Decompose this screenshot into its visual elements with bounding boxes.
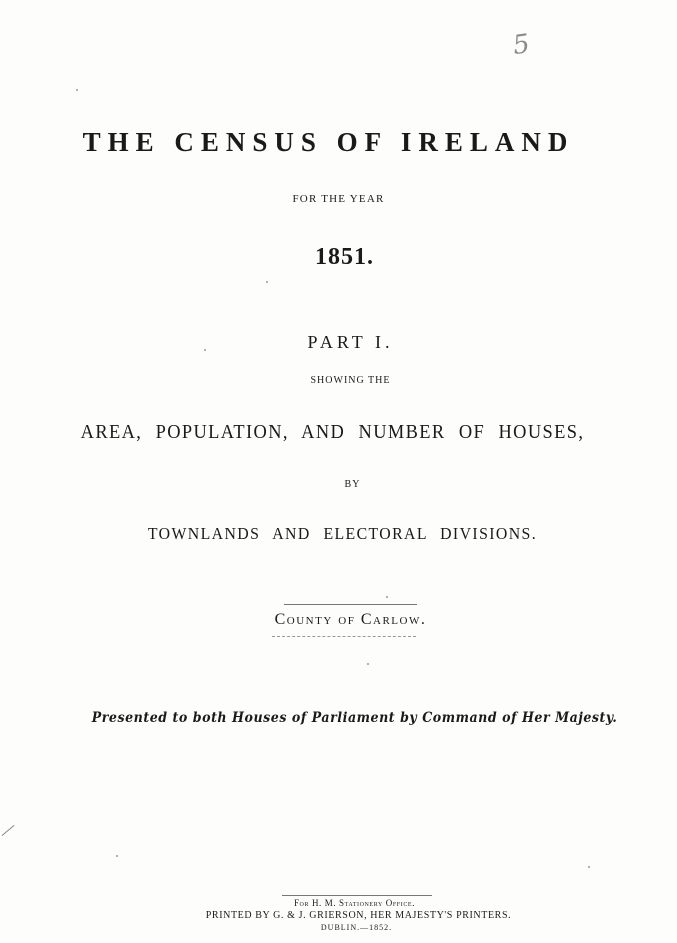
presented-statement: Presented to both Houses of Parliament by Command of Her Majesty.	[91, 710, 618, 726]
paper-speck	[204, 349, 206, 351]
pencil-mark	[2, 825, 15, 836]
divisions-heading: TOWNLANDS AND ELECTORAL DIVISIONS.	[147, 524, 538, 543]
county-rule-top	[284, 604, 417, 605]
subject-heading: AREA, POPULATION, AND NUMBER OF HOUSES,	[80, 421, 585, 443]
county-name: County of Carlow.	[274, 611, 427, 628]
paper-speck	[266, 281, 268, 283]
paper-speck	[116, 855, 118, 857]
by-text: BY	[344, 479, 361, 490]
paper-speck	[588, 866, 590, 868]
document-title: THE CENSUS OF IRELAND	[82, 127, 575, 157]
imprint-printer: PRINTED BY G. & J. GRIERSON, HER MAJESTY'S PRINTERS.	[205, 910, 512, 921]
folio-number: 5	[510, 28, 532, 62]
part-heading: PART I.	[307, 332, 394, 352]
imprint-office: For H. M. Stationery Office.	[293, 898, 416, 908]
census-year: 1851.	[315, 244, 374, 270]
county-rule-bottom	[272, 636, 416, 637]
paper-speck	[386, 596, 388, 598]
showing-text: SHOWING THE	[310, 375, 391, 386]
paper-speck	[367, 663, 369, 665]
for-the-year-text: FOR THE YEAR	[292, 193, 385, 205]
paper-speck	[76, 89, 78, 91]
imprint-rule	[282, 895, 432, 896]
imprint-place-date: DUBLIN.—1852.	[320, 923, 393, 932]
